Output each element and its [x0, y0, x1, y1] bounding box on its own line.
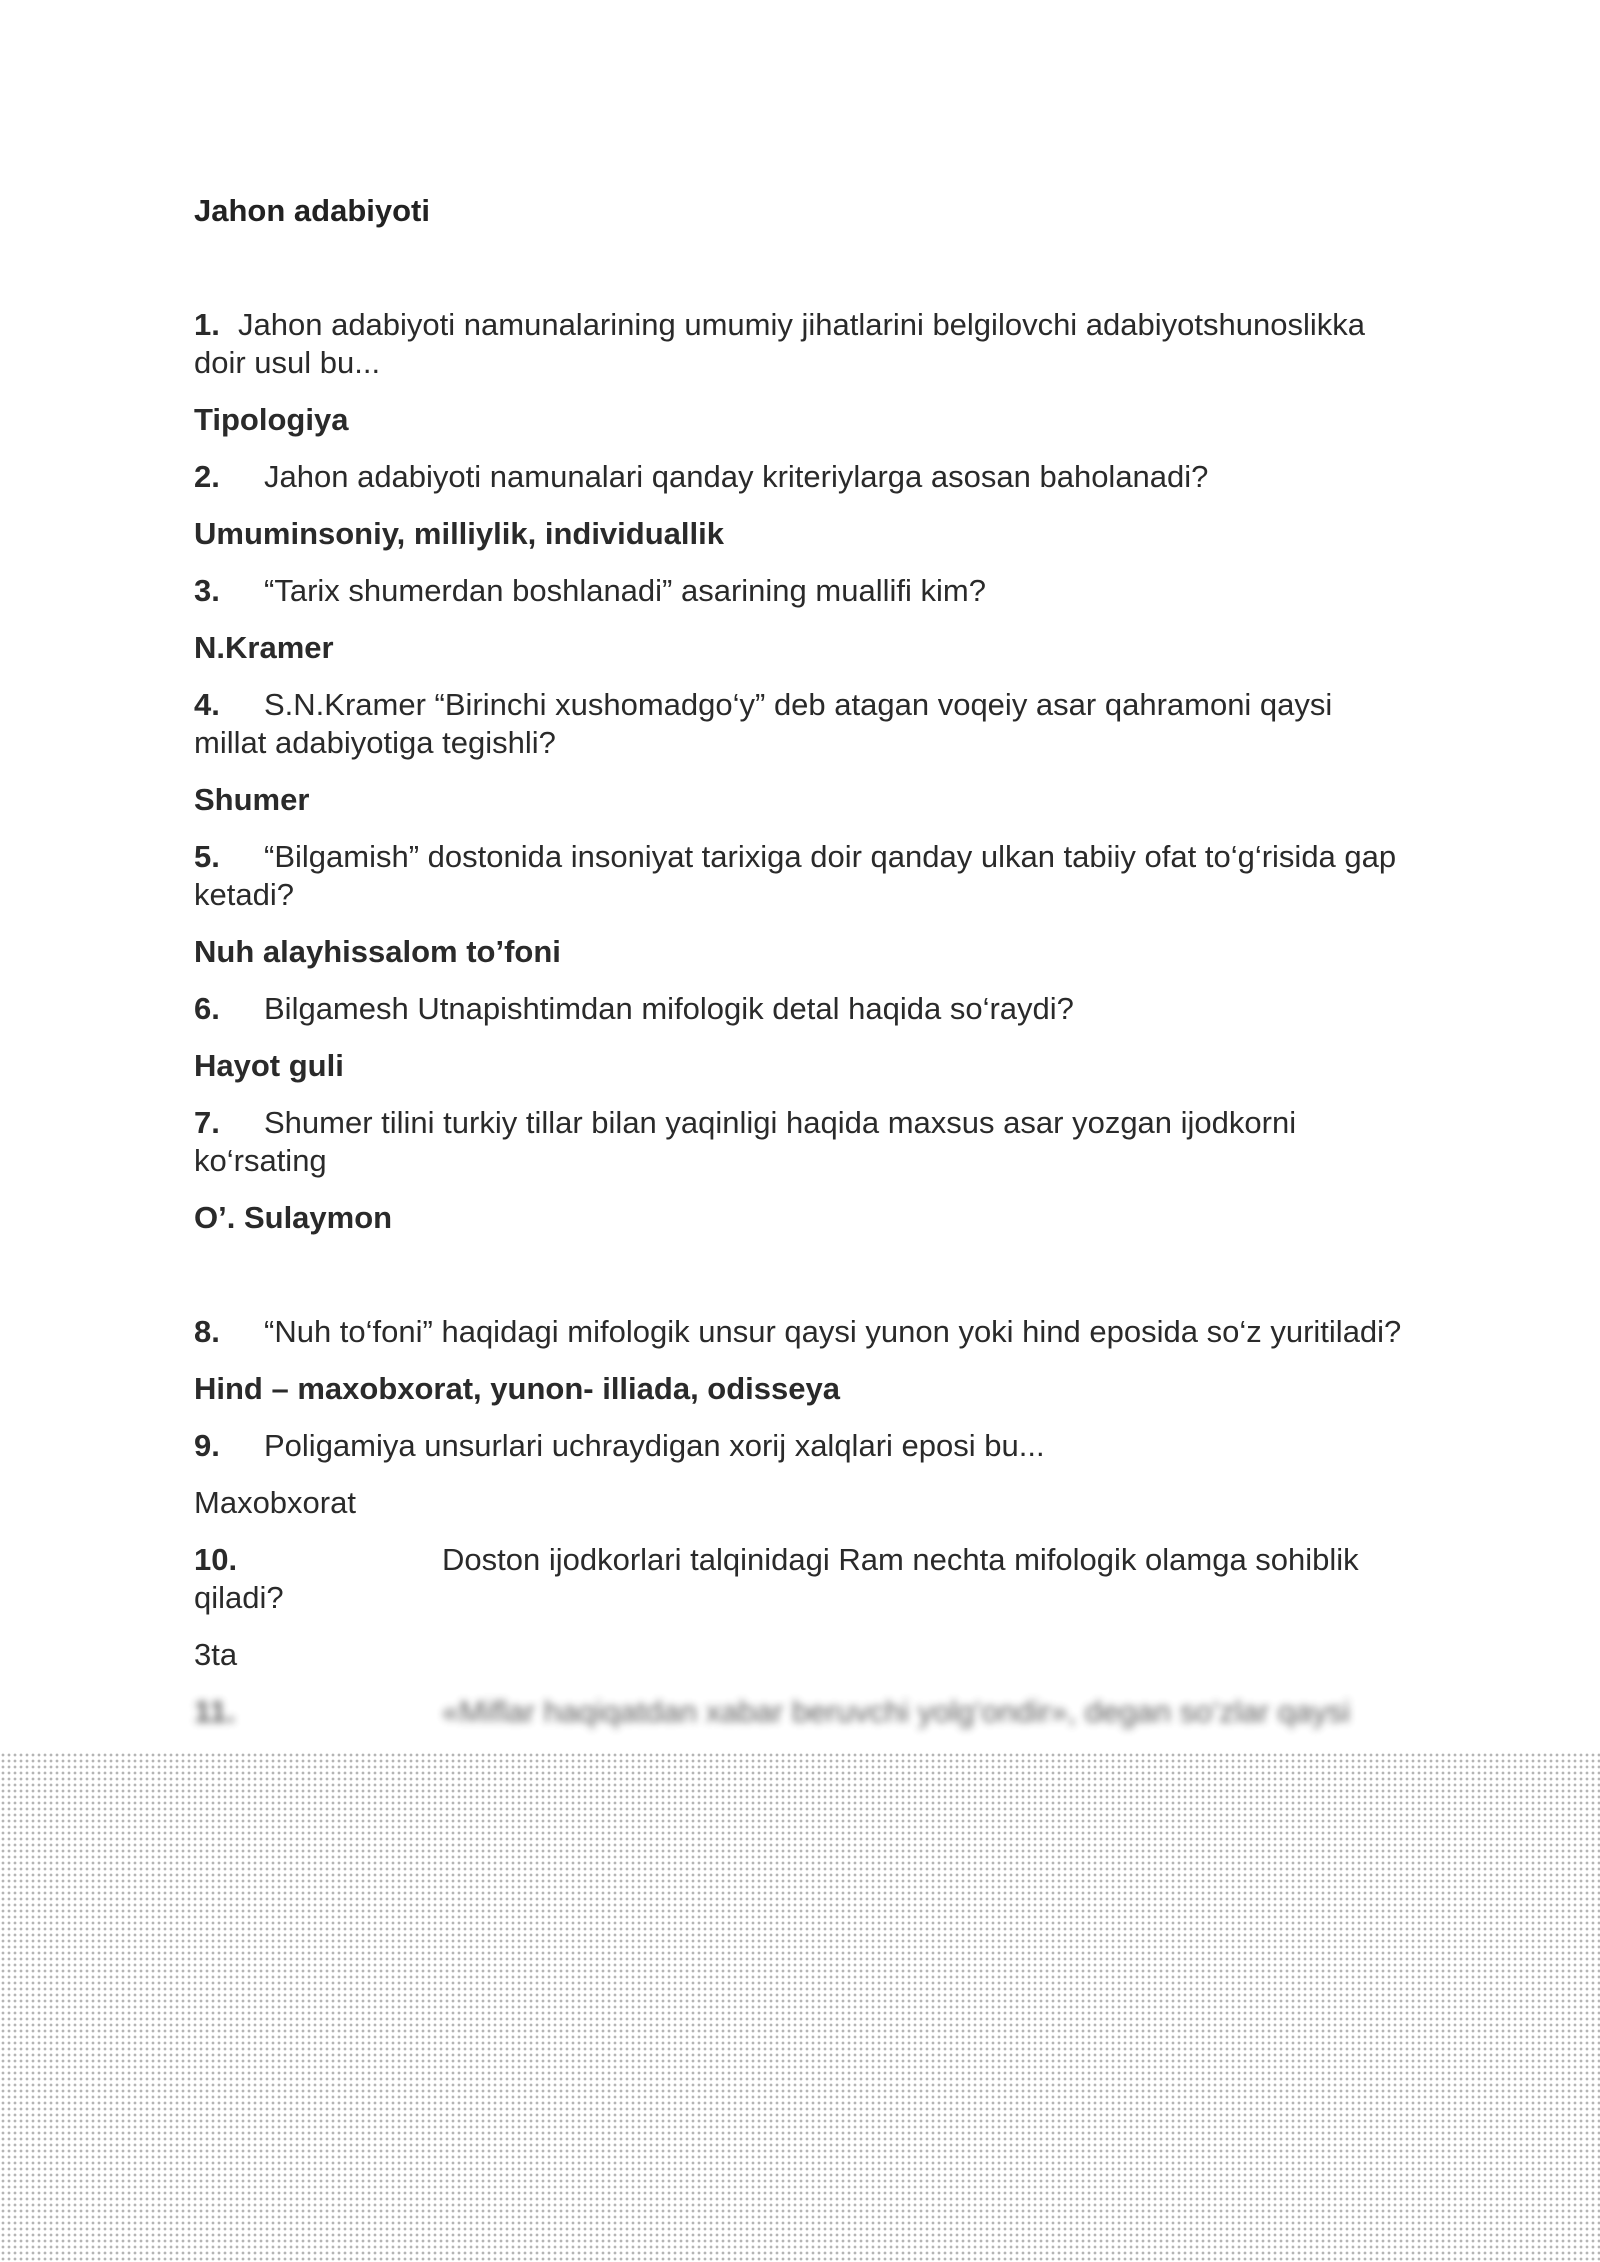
blank-gap: [194, 1256, 1404, 1313]
question-6: [194, 990, 1404, 1028]
question-10: [194, 1541, 1404, 1617]
question-number: 6.: [194, 991, 220, 1026]
question-number: 2.: [194, 459, 220, 494]
question-1: [194, 306, 1404, 382]
answer-3: N.Kramer: [194, 630, 334, 665]
question-text: Jahon adabiyoti namunalari qanday kriteriylarga asosan baholanadi?: [264, 459, 1209, 494]
question-text: Doston ijodkorlari talqinidagi Ram nechta mifologik olamga sohiblik qiladi?: [194, 1542, 1359, 1615]
question-3: [194, 572, 1404, 610]
answer-7: O’. Sulaymon: [194, 1200, 393, 1235]
question-number: 3.: [194, 573, 220, 608]
answer-8: Hind – maxobxorat, yunon- illiada, odisseya: [194, 1371, 840, 1406]
question-text: Shumer tilini turkiy tillar bilan yaqinligi haqida maxsus asar yozgan ijodkorni ko‘rsating: [194, 1105, 1297, 1178]
question-text: “Nuh to‘foni” haqidagi mifologik unsur qaysi yunon yoki hind eposida so‘z yuritiladi?: [264, 1314, 1402, 1349]
question-number: 8.: [194, 1314, 220, 1349]
question-11: [194, 1693, 1404, 1731]
preview-blur-overlay: [0, 1752, 1600, 2262]
question-7: [194, 1104, 1404, 1180]
question-8: [194, 1313, 1404, 1351]
question-text: “Bilgamish” dostonida insoniyat tarixiga doir qanday ulkan tabiiy ofat to‘g‘risida gap ketadi?: [194, 839, 1397, 912]
question-text: “Tarix shumerdan boshlanadi” asarining muallifi kim?: [264, 573, 986, 608]
answer-1: Tipologiya: [194, 402, 349, 437]
answer-10: 3ta: [194, 1637, 238, 1672]
question-number: 9.: [194, 1428, 220, 1463]
question-text: Bilgamesh Utnapishtimdan mifologik detal haqida so‘raydi?: [264, 991, 1074, 1026]
question-text: Poligamiya unsurlari uchraydigan xorij xalqlari eposi bu...: [264, 1428, 1045, 1463]
question-5: [194, 838, 1404, 914]
question-2: [194, 458, 1404, 496]
question-number: 4.: [194, 687, 220, 722]
document-title: Jahon adabiyoti: [194, 193, 430, 228]
answer-2: Umuminsoniy, milliylik, individuallik: [194, 516, 724, 551]
question-9: [194, 1427, 1404, 1465]
question-text: S.N.Kramer “Birinchi xushomadgo‘y” deb atagan voqeiy asar qahramoni qaysi millat adabiyotiga tegishli?: [194, 687, 1333, 760]
question-number: 11.: [194, 1694, 236, 1729]
answer-6: Hayot guli: [194, 1048, 344, 1083]
question-list: [194, 306, 1404, 1750]
question-text: «Miflar haqiqatdan xabar beruvchi yolg‘ondir», degan so‘zlar qaysi: [442, 1694, 1351, 1729]
answer-4: Shumer: [194, 782, 310, 817]
question-number: 10.: [194, 1542, 238, 1577]
question-4: [194, 686, 1404, 762]
question-text: Jahon adabiyoti namunalarining umumiy jihatlarini belgilovchi adabiyotshunoslikka doir usul bu...: [194, 307, 1365, 380]
answer-5: Nuh alayhissalom to’foni: [194, 934, 561, 969]
question-number: 1.: [194, 307, 220, 342]
answer-9: Maxobxorat: [194, 1485, 356, 1520]
question-number: 7.: [194, 1105, 220, 1140]
question-number: 5.: [194, 839, 220, 874]
